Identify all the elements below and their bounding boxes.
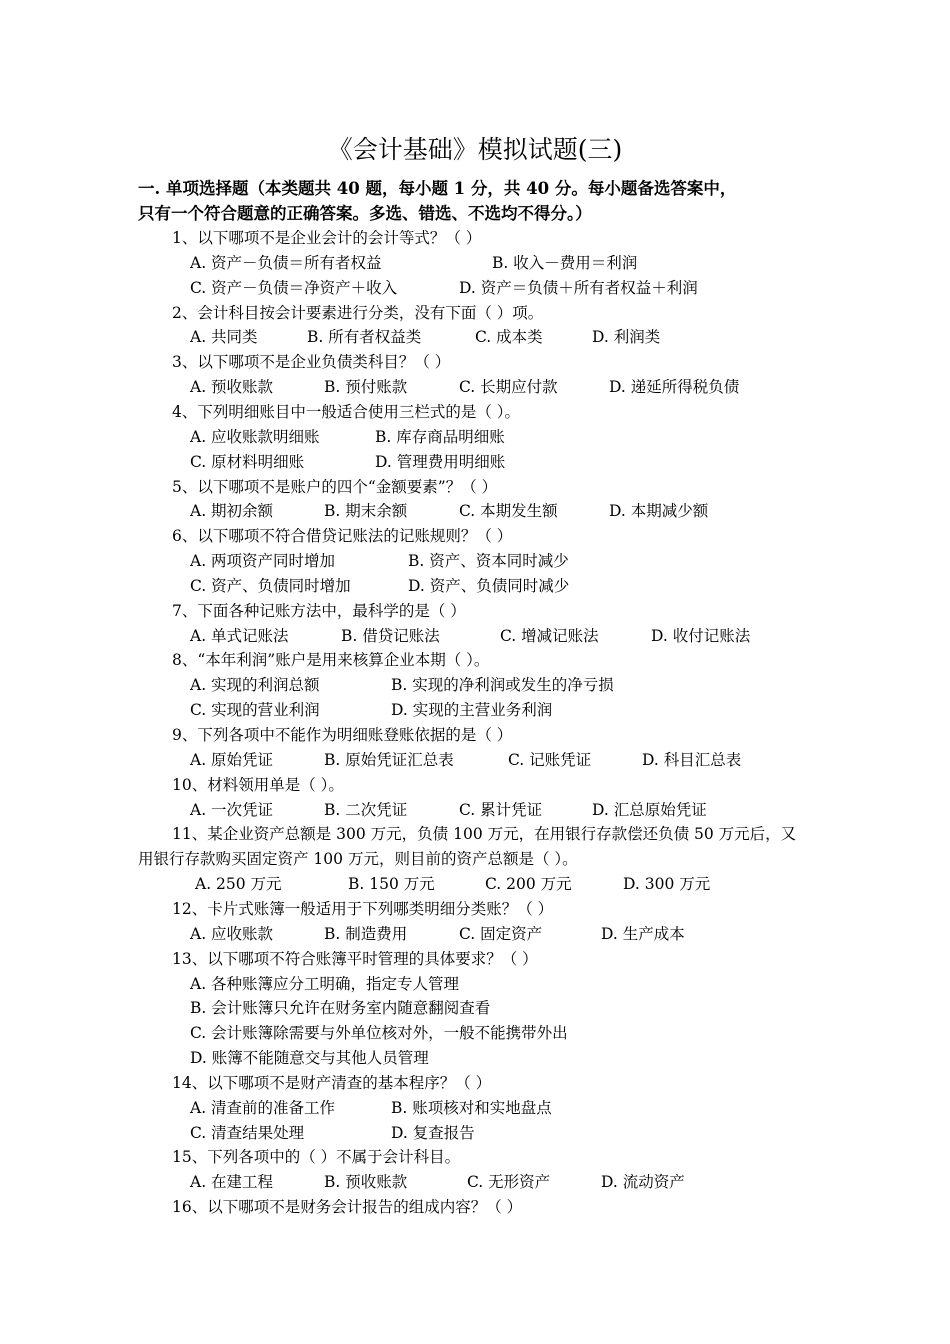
- answer-option: D. 递延所得税负债: [609, 378, 740, 397]
- question-stem: 4、下列明细账目中一般适合使用三栏式的是（ ）。: [172, 402, 521, 421]
- answer-option: A. 原始凭证: [190, 750, 274, 769]
- question-stem: 6、以下哪项不符合借贷记账法的记账规则？（ ）: [172, 527, 513, 546]
- answer-option: A. 预收账款: [190, 378, 274, 397]
- answer-option: D. 流动资产: [601, 1173, 685, 1192]
- answer-option: C. 固定资产: [459, 924, 543, 943]
- question-stem: 5、以下哪项不是账户的四个“金额要素”？（ ）: [172, 477, 498, 496]
- answer-option: D. 300 万元: [623, 875, 711, 894]
- answer-option: C. 成本类: [475, 328, 543, 347]
- question-stem: 1、以下哪项不是企业会计的会计等式？（ ）: [172, 229, 482, 247]
- answer-option: C. 累计凭证: [459, 800, 543, 819]
- answer-option: C. 会计账簿除需要与外单位核对外，一般不能携带外出: [190, 1024, 568, 1043]
- answer-option: C. 原材料明细账: [190, 452, 305, 471]
- answer-option: B. 150 万元: [348, 875, 435, 894]
- question-stem: 2、会计科目按会计要素进行分类，没有下面（ ）项。: [172, 303, 544, 322]
- answer-option: D. 复查报告: [391, 1123, 475, 1142]
- question-stem: 9、下列各项中不能作为明细账登账依据的是（ ）: [172, 726, 513, 744]
- answer-option: C. 无形资产: [467, 1173, 551, 1192]
- answer-option: D. 汇总原始凭证: [592, 800, 707, 819]
- question-stem: 16、以下哪项不是财务会计报告的组成内容？（ ）: [172, 1198, 523, 1217]
- answer-option: B. 所有者权益类: [307, 328, 422, 347]
- answer-option: C. 实现的营业利润: [190, 701, 320, 720]
- question-stem-continued: 用银行存款购买固定资产 100 万元，则目前的资产总额是（ ）。: [138, 850, 578, 869]
- answer-option: D. 实现的主营业务利润: [391, 701, 553, 720]
- answer-option: D. 账簿不能随意交与其他人员管理: [190, 1049, 429, 1068]
- answer-option: C. 本期发生额: [459, 502, 558, 521]
- answer-option: C. 记账凭证: [508, 750, 592, 769]
- answer-option: A. 资产－负债＝所有者权益: [190, 253, 382, 272]
- answer-option: D. 收付记账法: [651, 626, 751, 645]
- answer-option: A. 两项资产同时增加: [190, 552, 336, 571]
- answer-option: B. 借贷记账法: [341, 626, 440, 645]
- answer-option: B. 实现的净利润或发生的净亏损: [391, 676, 614, 695]
- question-stem: 15、下列各项中的（ ）不属于会计科目。: [172, 1148, 461, 1167]
- answer-option: A. 各种账簿应分工明确，指定专人管理: [190, 974, 460, 993]
- answer-option: C. 增减记账法: [500, 626, 599, 645]
- answer-option: D. 资产＝负债＋所有者权益＋利润: [459, 278, 698, 297]
- answer-option: D. 资产、负债同时减少: [408, 576, 570, 595]
- question-stem: 8、“本年利润”账户是用来核算企业本期（ ）。: [172, 651, 490, 670]
- answer-option: C. 资产－负债＝净资产＋收入: [190, 278, 398, 297]
- question-stem: 11、某企业资产总额是 300 万元，负债 100 万元，在用银行存款偿还负债 50 万元后，又: [172, 825, 797, 844]
- answer-option: D. 生产成本: [601, 924, 685, 943]
- answer-option: D. 科目汇总表: [642, 750, 742, 769]
- section-heading-line-1: 一. 单项选择题（本类题共 40 题，每小题 1 分，共 40 分。每小题备选答案中，: [138, 179, 737, 198]
- answer-option: A. 应收账款: [190, 924, 274, 943]
- answer-option: A. 共同类: [190, 328, 258, 347]
- answer-option: A. 在建工程: [190, 1173, 274, 1192]
- answer-option: A. 一次凭证: [190, 800, 274, 819]
- answer-option: A. 单式记账法: [190, 626, 289, 645]
- answer-option: D. 利润类: [592, 328, 661, 347]
- answer-option: B. 账项核对和实地盘点: [391, 1098, 552, 1117]
- answer-option: C. 清查结果处理: [190, 1123, 305, 1142]
- answer-option: B. 库存商品明细账: [375, 427, 505, 446]
- answer-option: A. 实现的利润总额: [190, 676, 320, 695]
- section-heading-line-2: 只有一个符合题意的正确答案。多选、错选、不选均不得分。）: [138, 204, 592, 223]
- question-stem: 13、以下哪项不符合账簿平时管理的具体要求？（ ）: [172, 949, 538, 968]
- answer-option: A. 应收账款明细账: [190, 427, 320, 446]
- answer-option: D. 本期减少额: [609, 502, 709, 521]
- answer-option: D. 管理费用明细账: [375, 452, 506, 471]
- exam-title: 《会计基础》模拟试题(三): [327, 135, 623, 164]
- answer-option: A. 期初余额: [190, 502, 274, 521]
- answer-option: B. 资产、资本同时减少: [408, 552, 569, 571]
- question-stem: 7、下面各种记账方法中，最科学的是（ ）: [172, 601, 466, 620]
- question-stem: 3、以下哪项不是企业负债类科目？（ ）: [172, 353, 451, 372]
- answer-option: B. 收入－费用＝利润: [492, 253, 638, 272]
- question-stem: 12、卡片式账簿一般适用于下列哪类明细分类账？（ ）: [172, 899, 554, 918]
- answer-option: A. 清查前的准备工作: [190, 1098, 336, 1117]
- answer-option: A. 250 万元: [195, 875, 282, 894]
- answer-option: C. 资产、负债同时增加: [190, 576, 351, 595]
- question-stem: 10、材料领用单是（ ）。: [172, 775, 344, 794]
- answer-option: B. 原始凭证汇总表: [324, 750, 454, 769]
- answer-option: B. 期末余额: [324, 502, 408, 521]
- answer-option: C. 200 万元: [485, 875, 572, 894]
- answer-option: B. 二次凭证: [324, 800, 408, 819]
- answer-option: B. 制造费用: [324, 924, 408, 943]
- answer-option: B. 会计账簿只允许在财务室内随意翻阅查看: [190, 999, 491, 1018]
- answer-option: B. 预付账款: [324, 378, 408, 397]
- answer-option: B. 预收账款: [324, 1173, 408, 1192]
- question-stem: 14、以下哪项不是财产清查的基本程序？（ ）: [172, 1073, 492, 1092]
- answer-option: C. 长期应付款: [459, 378, 558, 397]
